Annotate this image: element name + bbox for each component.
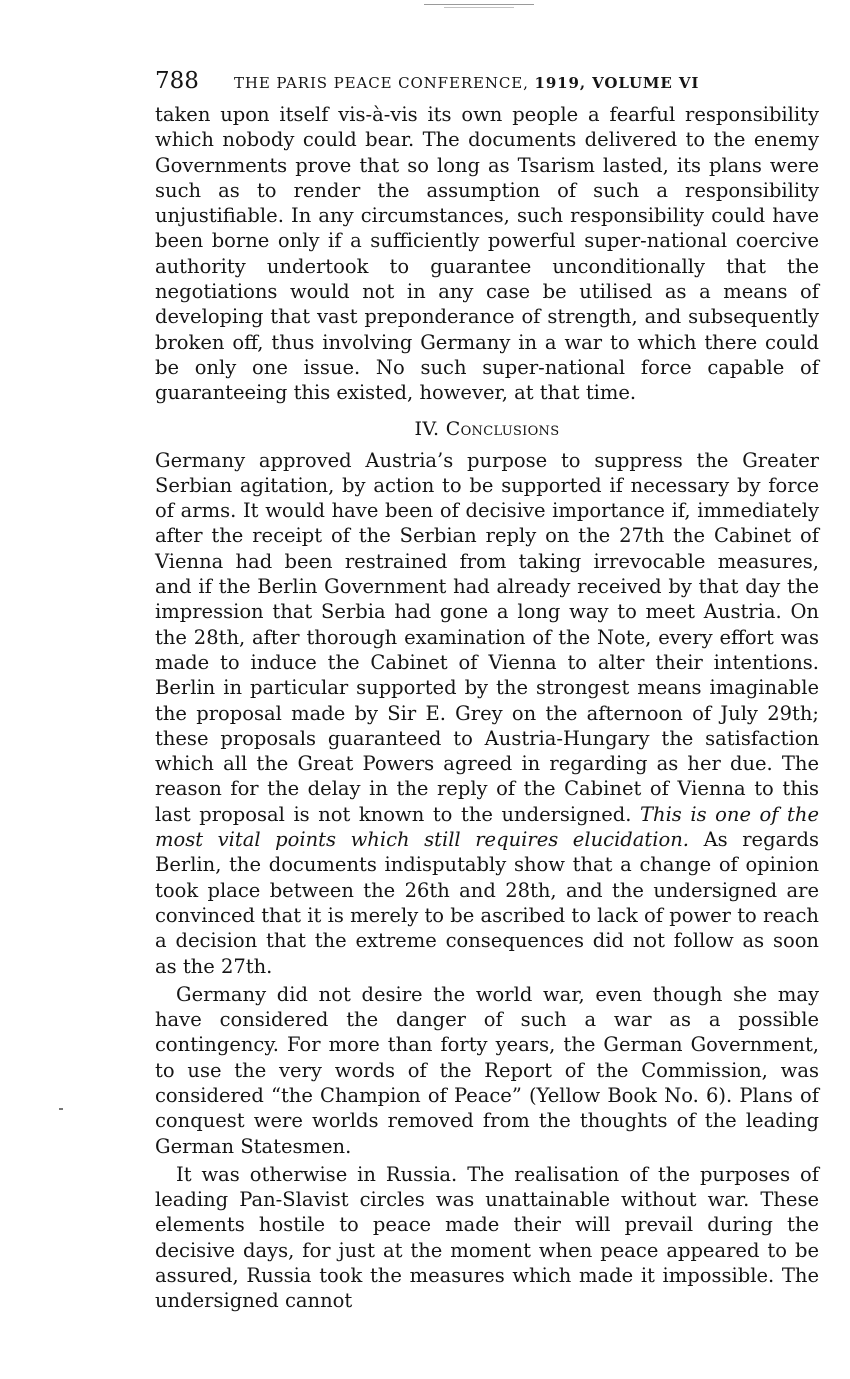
top-scan-rule-secondary [444,7,514,8]
page-number: 788 [155,68,199,94]
paragraph-text: As regards Berlin, the documents indisputably show that a change of opinion took place between the 26th and 28th, and the undersigned are convinced that it is merely to be ascribed to lack of power to reach a decision that the extreme consequences did not follow as soon as the 27th. [155,828,819,978]
italic-emphasis: This is one of the most vital points which still requires elucidation. [155,802,819,852]
running-head-title: THE PARIS PEACE CONFERENCE, [234,74,529,92]
page-content [155,68,819,1314]
paragraph-text: Germany approved Austria’s purpose to suppress the Greater Serbian agitation, by action to be supported if necessary by force of arms. It would have been of decisive importance if, immediately after the receipt of the Serbian reply on the 27th the Cabinet of Vienna had been restrained from taking irrevocable measures, and if the Berlin Government had already received by that day the impression that Serbia had gone a long way to meet Austria. On the 28th, after thorough examination of the Note, every effort was made to induce the Cabinet of Vienna to alter their intentions. Berlin in particular supported by the strongest means imaginable the proposal made by Sir E. Grey on the afternoon of July 29th; these proposals guaranteed to Austria-Hungary the satisfaction which all the Great Powers agreed in regarding as her due. The reason for the delay in the reply of the Cabinet of Vienna to this last proposal is not known to the undersigned. [155,448,819,826]
section-title: Conclusions [445,417,560,440]
page-header [155,68,819,102]
paragraph-germany-did-not-desire: Germany did not desire the world war, even though she may have considered the danger of such a war as a possible contingency. For more than forty years, the German Government, to use the very words of the Report of the Commission, was considered “the Champion of Peace” (Yellow Book No. 6). Plans of conquest were worlds removed from the thoughts of the leading German Statesmen. [155,982,819,1158]
scan-speck [59,1108,63,1110]
running-head [234,74,699,92]
running-head-volume: 1919, VOLUME VI [534,74,700,92]
top-scan-rule [424,4,534,5]
paragraph-continuation: taken upon itself vis-à-vis its own people a fearful responsibility which nobody could bear. The documents delivered to the enemy Governments prove that so long as Tsarism lasted, its plans were such as to render the assumption of such a responsibility unjustifiable. In any circumstances, such responsibility could have been borne only if a sufficiently powerful super-national coercive authority undertook to guarantee unconditionally that the negotiations would not in any case be utilised as a means of developing that vast preponderance of strength, and subsequently broken off, thus involving Germany in a war to which there could be only one issue. No such super-national force capable of guaranteeing this existed, however, at that time. [155,103,819,405]
section-heading [155,418,819,440]
paragraph-otherwise-in-russia: It was otherwise in Russia. The realisation of the purposes of leading Pan-Slavist circles was unattainable without war. These elements hostile to peace made their will prevail during the decisive days, for just at the moment when peace appeared to be assured, Russia took the measures which made it impossible. The undersigned cannot [155,1162,819,1313]
section-number: IV. [414,417,440,440]
paragraph-germany-approved [155,448,819,979]
